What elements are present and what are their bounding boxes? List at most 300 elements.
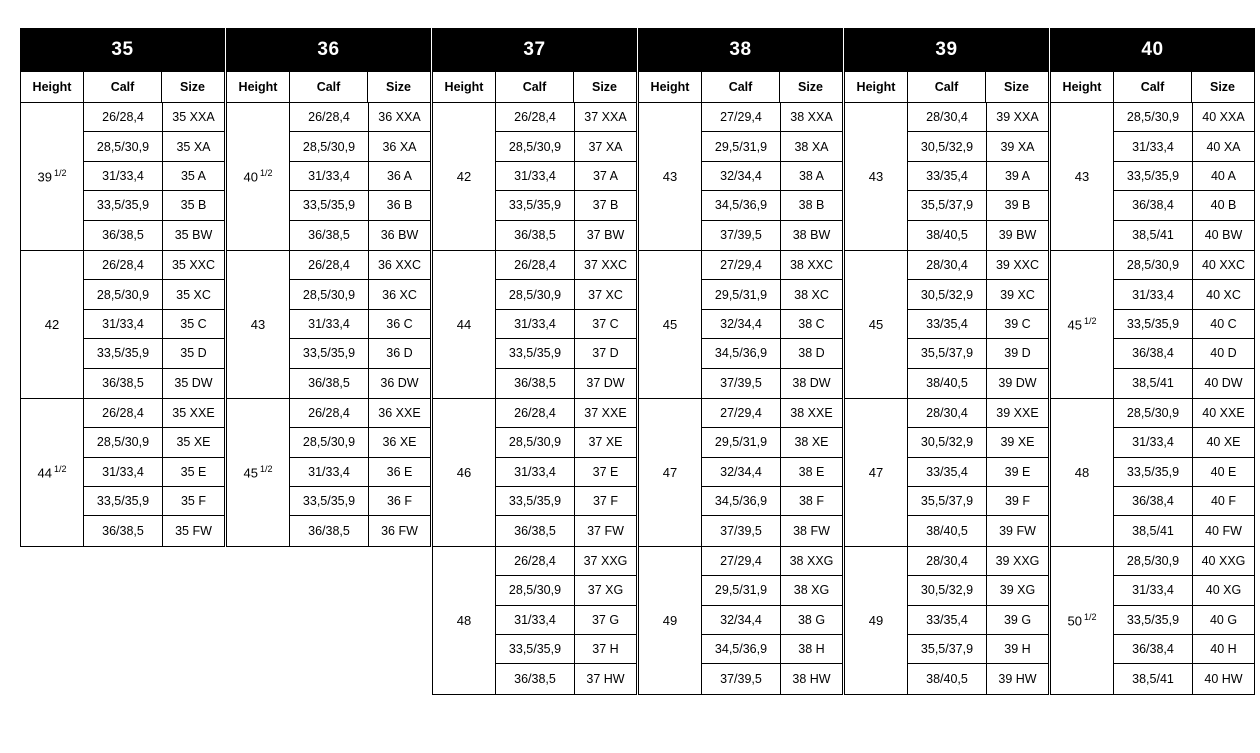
calf-value: 26/28,4 <box>308 406 350 421</box>
size-value: 39 XE <box>986 428 1048 456</box>
table-row <box>496 428 636 457</box>
height-integer: 39 <box>37 169 52 185</box>
calf-value: 28,5/30,9 <box>1126 258 1180 273</box>
size-value: 40 B <box>1192 191 1254 219</box>
size-value: 37 D <box>574 339 636 367</box>
calf-value: 28,5/30,9 <box>96 139 150 154</box>
height-integer: 50 <box>1067 613 1082 628</box>
calf-value: 31/33,4 <box>1132 139 1174 154</box>
size-value: 39 H <box>986 635 1048 663</box>
table-row <box>702 251 842 280</box>
column-header-height: Height <box>32 80 72 94</box>
size-value: 35 XXE <box>162 399 224 427</box>
table-row <box>702 162 842 191</box>
size-value: 40 BW <box>1192 221 1254 250</box>
height-value <box>845 547 907 694</box>
table-row <box>908 399 1048 428</box>
calf-value: 28,5/30,9 <box>96 435 150 450</box>
calf-value: 38/40,5 <box>926 524 968 539</box>
table-row <box>290 516 430 545</box>
table-row <box>496 516 636 545</box>
calf-value: 31/33,4 <box>308 168 350 183</box>
column-header-size: Size <box>367 72 429 102</box>
size-value: 38 A <box>780 162 842 190</box>
calf-value: 36/38,5 <box>308 376 350 391</box>
measurement-rows <box>701 103 842 250</box>
size-value: 35 A <box>162 162 224 190</box>
calf-value: 33,5/35,9 <box>1126 316 1180 331</box>
calf-value: 33,5/35,9 <box>1126 612 1180 627</box>
size-group-header: 37 <box>432 28 637 72</box>
table-row <box>496 162 636 191</box>
size-value: 40 XE <box>1192 428 1254 456</box>
measurement-rows <box>907 103 1048 250</box>
height-value <box>845 103 907 250</box>
calf-value: 36/38,4 <box>1132 494 1174 509</box>
table-row <box>908 103 1048 132</box>
column-header-height: Height <box>238 80 278 94</box>
calf-value: 38/40,5 <box>926 672 968 687</box>
calf-value: 28,5/30,9 <box>508 583 562 598</box>
table-row <box>1114 487 1254 516</box>
size-value: 37 H <box>574 635 636 663</box>
height-block <box>432 547 637 695</box>
calf-value: 33,5/35,9 <box>96 494 150 509</box>
calf-value: 28/30,4 <box>926 406 968 421</box>
table-row <box>908 132 1048 161</box>
size-value: 36 C <box>368 310 430 338</box>
size-value: 39 XA <box>986 132 1048 160</box>
height-value <box>845 251 907 398</box>
size-group <box>226 28 431 547</box>
table-row <box>702 428 842 457</box>
size-value: 36 B <box>368 191 430 219</box>
column-header-size: Size <box>779 72 841 102</box>
height-integer: 43 <box>662 168 678 184</box>
size-value: 39 D <box>986 339 1048 367</box>
table-row <box>496 399 636 428</box>
size-value: 37 XXC <box>574 251 636 279</box>
table-row <box>496 280 636 309</box>
calf-value: 35,5/37,9 <box>920 198 974 213</box>
size-value: 39 C <box>986 310 1048 338</box>
size-value: 37 XXA <box>574 103 636 131</box>
table-row <box>84 516 224 545</box>
height-block <box>1050 399 1255 547</box>
size-value: 37 G <box>574 606 636 634</box>
size-value: 38 HW <box>780 664 842 693</box>
column-header-height: Height <box>444 80 484 94</box>
calf-value: 33,5/35,9 <box>508 642 562 657</box>
size-group-header: 40 <box>1050 28 1255 72</box>
table-row <box>1114 310 1254 339</box>
calf-value: 29,5/31,9 <box>714 139 768 154</box>
calf-value: 31/33,4 <box>1132 435 1174 450</box>
height-integer: 45 <box>662 316 678 332</box>
height-block <box>20 103 225 251</box>
table-row <box>702 606 842 635</box>
height-block <box>844 103 1049 251</box>
height-integer: 48 <box>456 612 472 628</box>
calf-value: 38,5/41 <box>1132 672 1174 687</box>
size-value: 40 XXC <box>1192 251 1254 279</box>
calf-value: 36/38,4 <box>1132 642 1174 657</box>
size-value: 40 C <box>1192 310 1254 338</box>
table-row <box>908 280 1048 309</box>
calf-value: 33/35,4 <box>926 464 968 479</box>
height-value <box>227 103 289 250</box>
size-value: 37 A <box>574 162 636 190</box>
table-row <box>290 310 430 339</box>
table-row <box>290 399 430 428</box>
table-row <box>84 280 224 309</box>
size-value: 39 HW <box>986 664 1048 693</box>
calf-value: 28,5/30,9 <box>1126 110 1180 125</box>
calf-value: 34,5/36,9 <box>714 198 768 213</box>
calf-value: 28,5/30,9 <box>302 139 356 154</box>
calf-value: 27/29,4 <box>720 110 762 125</box>
calf-value: 36/38,4 <box>1132 346 1174 361</box>
height-block <box>844 399 1049 547</box>
calf-value: 33,5/35,9 <box>302 198 356 213</box>
size-value: 38 XXG <box>780 547 842 575</box>
table-row <box>290 191 430 220</box>
table-row <box>1114 280 1254 309</box>
calf-value: 28,5/30,9 <box>1126 554 1180 569</box>
table-row <box>290 132 430 161</box>
height-block <box>226 399 431 547</box>
height-integer: 48 <box>1074 464 1090 480</box>
calf-value: 34,5/36,9 <box>714 494 768 509</box>
table-row <box>1114 547 1254 576</box>
table-row <box>1114 221 1254 250</box>
calf-value: 28,5/30,9 <box>1126 406 1180 421</box>
calf-value: 26/28,4 <box>308 110 350 125</box>
size-value: 36 XXC <box>368 251 430 279</box>
measurement-rows <box>1113 251 1254 398</box>
height-block <box>638 399 843 547</box>
calf-value: 29,5/31,9 <box>714 583 768 598</box>
calf-value: 38,5/41 <box>1132 376 1174 391</box>
size-value: 37 DW <box>574 369 636 398</box>
calf-value: 27/29,4 <box>720 258 762 273</box>
size-value: 40 XG <box>1192 576 1254 604</box>
measurement-rows <box>495 399 636 546</box>
table-row <box>84 162 224 191</box>
table-row <box>496 369 636 398</box>
calf-value: 26/28,4 <box>102 258 144 273</box>
table-row <box>702 664 842 693</box>
height-fraction: 1/2 <box>259 463 273 474</box>
size-group-header: 35 <box>20 28 225 72</box>
size-value: 36 D <box>368 339 430 367</box>
calf-value: 28/30,4 <box>926 554 968 569</box>
table-row <box>84 369 224 398</box>
table-row <box>908 221 1048 250</box>
table-row <box>84 458 224 487</box>
height-block <box>844 547 1049 695</box>
size-value: 39 B <box>986 191 1048 219</box>
calf-value: 28,5/30,9 <box>508 287 562 302</box>
calf-value: 33,5/35,9 <box>508 198 562 213</box>
table-row <box>702 310 842 339</box>
table-row <box>84 487 224 516</box>
calf-value: 36/38,5 <box>102 524 144 539</box>
column-header-calf: Calf <box>289 72 367 102</box>
calf-value: 33,5/35,9 <box>96 198 150 213</box>
height-block <box>638 547 843 695</box>
size-value: 36 E <box>368 458 430 486</box>
size-value: 39 DW <box>986 369 1048 398</box>
height-block <box>1050 251 1255 399</box>
measurement-rows <box>83 103 224 250</box>
table-row <box>496 339 636 368</box>
height-fraction: 1/2 <box>1083 315 1097 326</box>
calf-value: 34,5/36,9 <box>714 346 768 361</box>
table-row <box>290 428 430 457</box>
table-row <box>496 606 636 635</box>
size-value: 39 XC <box>986 280 1048 308</box>
size-value: 40 D <box>1192 339 1254 367</box>
size-value: 38 XXA <box>780 103 842 131</box>
size-value: 36 DW <box>368 369 430 398</box>
calf-value: 28,5/30,9 <box>508 435 562 450</box>
size-value: 39 A <box>986 162 1048 190</box>
size-value: 36 FW <box>368 516 430 545</box>
calf-value: 33,5/35,9 <box>1126 168 1180 183</box>
table-row <box>84 103 224 132</box>
size-value: 40 A <box>1192 162 1254 190</box>
table-row <box>496 310 636 339</box>
calf-value: 37/39,5 <box>720 376 762 391</box>
size-value: 37 E <box>574 458 636 486</box>
calf-value: 36/38,5 <box>514 228 556 243</box>
height-value <box>639 399 701 546</box>
column-header-height: Height <box>856 80 896 94</box>
size-chart-grid <box>20 28 1255 695</box>
calf-value: 36/38,5 <box>308 524 350 539</box>
calf-value: 33,5/35,9 <box>1126 464 1180 479</box>
table-row <box>1114 191 1254 220</box>
column-header-row <box>20 72 225 103</box>
table-row <box>908 547 1048 576</box>
size-value: 39 BW <box>986 221 1048 250</box>
height-block <box>226 251 431 399</box>
size-value: 40 DW <box>1192 369 1254 398</box>
calf-value: 31/33,4 <box>308 464 350 479</box>
size-value: 38 XA <box>780 132 842 160</box>
size-value: 36 BW <box>368 221 430 250</box>
size-value: 40 HW <box>1192 664 1254 693</box>
column-header-calf: Calf <box>701 72 779 102</box>
size-value: 36 XXA <box>368 103 430 131</box>
table-row <box>496 547 636 576</box>
calf-value: 28,5/30,9 <box>302 435 356 450</box>
calf-value: 30,5/32,9 <box>920 583 974 598</box>
height-value <box>1051 399 1113 546</box>
column-header-size: Size <box>161 72 223 102</box>
column-header-calf: Calf <box>907 72 985 102</box>
size-value: 37 XE <box>574 428 636 456</box>
size-value: 35 BW <box>162 221 224 250</box>
measurement-rows <box>289 399 430 546</box>
calf-value: 33/35,4 <box>926 612 968 627</box>
size-value: 38 XXE <box>780 399 842 427</box>
measurement-rows <box>289 103 430 250</box>
height-value <box>1051 103 1113 250</box>
measurement-rows <box>701 399 842 546</box>
size-value: 37 C <box>574 310 636 338</box>
table-row <box>1114 399 1254 428</box>
size-value: 35 B <box>162 191 224 219</box>
table-row <box>496 132 636 161</box>
height-integer: 43 <box>250 316 266 332</box>
measurement-rows <box>1113 547 1254 694</box>
table-row <box>908 369 1048 398</box>
table-row <box>702 221 842 250</box>
calf-value: 36/38,5 <box>308 228 350 243</box>
calf-value: 28/30,4 <box>926 110 968 125</box>
table-row <box>496 664 636 693</box>
height-value <box>433 399 495 546</box>
calf-value: 28,5/30,9 <box>508 139 562 154</box>
size-value: 40 E <box>1192 458 1254 486</box>
height-value <box>433 251 495 398</box>
size-value: 37 FW <box>574 516 636 545</box>
height-block <box>638 251 843 399</box>
height-integer: 45 <box>243 465 258 481</box>
calf-value: 26/28,4 <box>308 258 350 273</box>
calf-value: 26/28,4 <box>102 110 144 125</box>
size-value: 37 XC <box>574 280 636 308</box>
height-value <box>433 547 495 694</box>
table-row <box>702 369 842 398</box>
table-row <box>290 251 430 280</box>
height-value <box>639 547 701 694</box>
height-integer: 46 <box>456 464 472 480</box>
height-value <box>639 251 701 398</box>
column-header-calf: Calf <box>83 72 161 102</box>
table-row <box>702 132 842 161</box>
calf-value: 33,5/35,9 <box>96 346 150 361</box>
size-value: 40 XXG <box>1192 547 1254 575</box>
size-value: 36 F <box>368 487 430 515</box>
table-row <box>702 635 842 664</box>
measurement-rows <box>495 547 636 694</box>
size-value: 35 XC <box>162 280 224 308</box>
table-row <box>84 399 224 428</box>
calf-value: 27/29,4 <box>720 554 762 569</box>
size-value: 38 E <box>780 458 842 486</box>
size-value: 35 F <box>162 487 224 515</box>
size-value: 40 XC <box>1192 280 1254 308</box>
size-value: 38 XC <box>780 280 842 308</box>
size-value: 35 XXC <box>162 251 224 279</box>
size-value: 38 C <box>780 310 842 338</box>
size-value: 40 XXE <box>1192 399 1254 427</box>
height-integer: 44 <box>37 465 52 481</box>
table-row <box>1114 606 1254 635</box>
table-row <box>908 251 1048 280</box>
calf-value: 36/38,5 <box>102 228 144 243</box>
calf-value: 37/39,5 <box>720 228 762 243</box>
calf-value: 29,5/31,9 <box>714 435 768 450</box>
size-value: 39 FW <box>986 516 1048 545</box>
size-value: 39 F <box>986 487 1048 515</box>
height-integer: 44 <box>456 316 472 332</box>
size-group <box>638 28 843 695</box>
calf-value: 33/35,4 <box>926 316 968 331</box>
size-value: 36 XE <box>368 428 430 456</box>
table-row <box>908 664 1048 693</box>
size-value: 40 XA <box>1192 132 1254 160</box>
table-row <box>1114 635 1254 664</box>
size-value: 39 E <box>986 458 1048 486</box>
size-value: 36 XXE <box>368 399 430 427</box>
column-header-row <box>226 72 431 103</box>
size-value: 39 XXG <box>986 547 1048 575</box>
height-value <box>845 399 907 546</box>
table-row <box>908 606 1048 635</box>
calf-value: 26/28,4 <box>514 406 556 421</box>
height-integer: 45 <box>868 316 884 332</box>
table-row <box>1114 576 1254 605</box>
calf-value: 38,5/41 <box>1132 524 1174 539</box>
column-header-row <box>638 72 843 103</box>
table-row <box>1114 664 1254 693</box>
size-value: 35 DW <box>162 369 224 398</box>
size-value: 40 F <box>1192 487 1254 515</box>
column-header-size: Size <box>1191 72 1253 102</box>
size-value: 37 BW <box>574 221 636 250</box>
calf-value: 31/33,4 <box>102 464 144 479</box>
height-fraction: 1/2 <box>53 463 67 474</box>
size-value: 35 XA <box>162 132 224 160</box>
table-row <box>1114 103 1254 132</box>
size-value: 38 DW <box>780 369 842 398</box>
calf-value: 32/34,4 <box>720 168 762 183</box>
column-header-height: Height <box>1062 80 1102 94</box>
measurement-rows <box>907 547 1048 694</box>
measurement-rows <box>83 251 224 398</box>
height-value <box>1051 547 1113 694</box>
calf-value: 31/33,4 <box>514 316 556 331</box>
table-row <box>290 458 430 487</box>
height-integer: 40 <box>243 169 258 185</box>
height-block <box>432 103 637 251</box>
calf-value: 35,5/37,9 <box>920 346 974 361</box>
height-integer: 49 <box>662 612 678 628</box>
calf-value: 26/28,4 <box>102 406 144 421</box>
table-row <box>496 458 636 487</box>
measurement-rows <box>701 251 842 398</box>
calf-value: 36/38,5 <box>102 376 144 391</box>
size-value: 37 XA <box>574 132 636 160</box>
calf-value: 31/33,4 <box>102 316 144 331</box>
measurement-rows <box>289 251 430 398</box>
size-group <box>1050 28 1255 695</box>
table-row <box>290 103 430 132</box>
size-value: 39 XG <box>986 576 1048 604</box>
table-row <box>908 428 1048 457</box>
size-value: 40 H <box>1192 635 1254 663</box>
size-value: 37 HW <box>574 664 636 693</box>
calf-value: 38,5/41 <box>1132 228 1174 243</box>
table-row <box>908 310 1048 339</box>
size-group <box>844 28 1049 695</box>
height-block <box>1050 547 1255 695</box>
size-value: 38 G <box>780 606 842 634</box>
